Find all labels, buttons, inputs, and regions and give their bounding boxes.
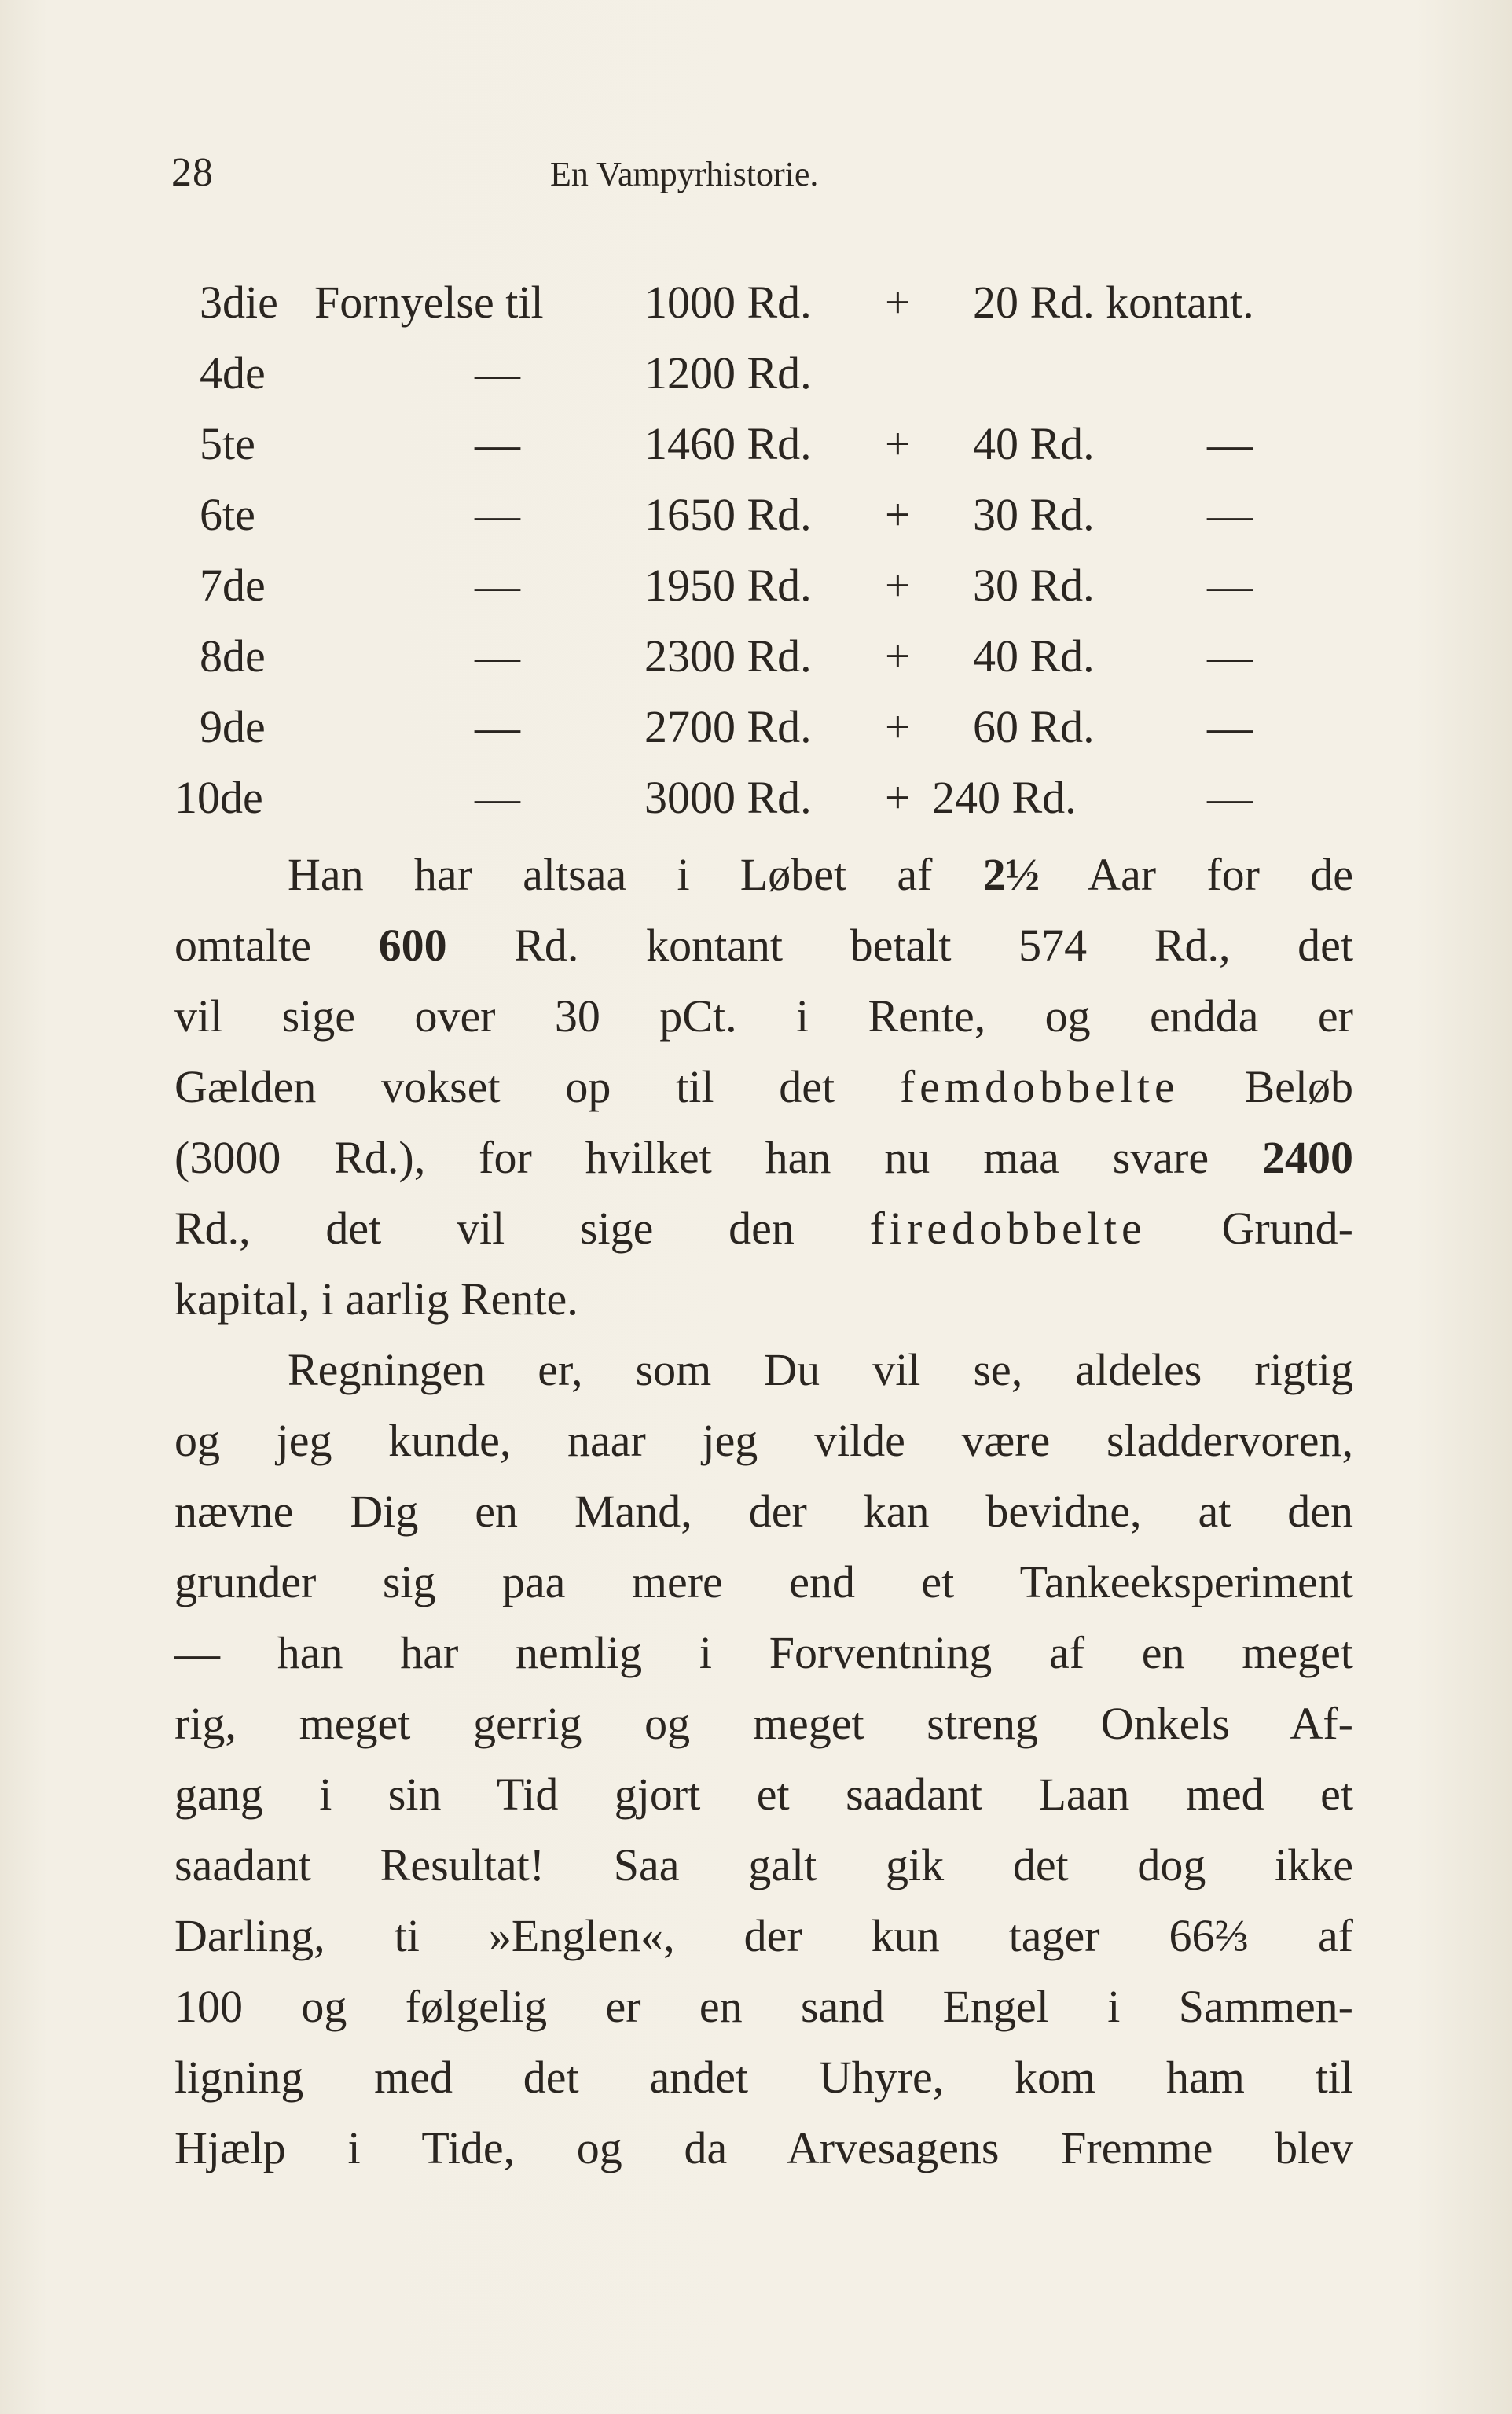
- text-fragment: Grund-: [1146, 1203, 1354, 1254]
- text-line: vil sige over 30 pCt. i Rente, og endda er: [174, 990, 1353, 1042]
- body-text: [174, 840, 1353, 2184]
- ditto-dash: —: [475, 772, 520, 823]
- text-fragment: Beløb: [1179, 1061, 1353, 1112]
- row-extra: 40 Rd.: [973, 418, 1095, 469]
- text-fragment: Gælden vokset op til det: [174, 1061, 900, 1112]
- table-row: [0, 483, 1512, 546]
- row-ordinal: 9de: [200, 701, 266, 752]
- text-line: Darling, ti »Englen«, der kun tager 66⅔ af: [174, 1910, 1353, 1961]
- table-row: [0, 766, 1512, 829]
- running-title: En Vampyrhistorie.: [550, 155, 819, 193]
- text-fragment: Rd. kontant betalt 574 Rd., det: [446, 920, 1353, 971]
- ditto-dash: —: [1207, 560, 1253, 611]
- row-amount: 3000 Rd.: [644, 772, 812, 823]
- page-number: 28: [171, 150, 214, 195]
- fraction: 2½: [982, 849, 1040, 900]
- row-ordinal: 8de: [200, 630, 266, 682]
- paragraph: [174, 840, 1353, 1335]
- text-line: — han har nemlig i Forventning af en meget: [174, 1627, 1353, 1678]
- page-header: [0, 149, 1512, 204]
- row-amount: 1200 Rd.: [644, 347, 812, 399]
- row-amount: 2700 Rd.: [644, 701, 812, 752]
- row-ordinal: 4de: [200, 347, 266, 399]
- text-line: kapital, i aarlig Rente.: [174, 1273, 578, 1325]
- row-amount: 1650 Rd.: [644, 489, 812, 540]
- ditto-dash: —: [475, 347, 520, 399]
- ditto-dash: —: [475, 701, 520, 752]
- text-fragment: (3000 Rd.), for hvilket han nu maa svare: [174, 1132, 1262, 1183]
- text-line: [174, 1052, 1353, 1122]
- row-extra: 60 Rd.: [973, 701, 1095, 752]
- plus-sign: +: [885, 277, 911, 328]
- row-ordinal: 7de: [200, 560, 266, 611]
- text-fragment: Aar for de: [1040, 849, 1353, 900]
- table-row: [0, 696, 1512, 759]
- text-line: Hjælp i Tide, og da Arvesagens Fremme blev: [174, 2122, 1353, 2173]
- text-fragment: Han har altsaa i Løbet af: [288, 849, 983, 900]
- bold-number: 600: [378, 920, 447, 971]
- text-line: gang i sin Tid gjort et saadant Laan med et: [174, 1769, 1353, 1820]
- text-line: [174, 910, 1353, 981]
- text-line: Regningen er, som Du vil se, aldeles rigtig: [288, 1344, 1353, 1395]
- text-fragment: Rd., det vil sige den: [174, 1203, 870, 1254]
- row-amount: 1000 Rd.: [644, 277, 812, 328]
- plus-sign: +: [885, 489, 911, 540]
- row-amount: 1460 Rd.: [644, 418, 812, 469]
- plus-sign: +: [885, 630, 911, 682]
- text-line: saadant Resultat! Saa galt gik det dog ikke: [174, 1839, 1353, 1890]
- plus-sign: +: [885, 418, 911, 469]
- table-row: [0, 342, 1512, 405]
- text-line: [174, 1122, 1353, 1193]
- ditto-dash: —: [475, 418, 520, 469]
- row-ordinal: 5te: [200, 418, 255, 469]
- table-row: [0, 554, 1512, 617]
- ditto-dash: —: [1207, 701, 1253, 752]
- row-extra: 240 Rd.: [932, 772, 1077, 823]
- text-line: 100 og følgelig er en sand Engel i Sammen-: [174, 1981, 1353, 2032]
- spaced-word: femdobbelte: [899, 1061, 1180, 1112]
- ditto-dash: —: [475, 489, 520, 540]
- plus-sign: +: [885, 772, 911, 823]
- text-line: nævne Dig en Mand, der kan bevidne, at den: [174, 1486, 1353, 1537]
- ditto-dash: —: [475, 560, 520, 611]
- ditto-dash: —: [1207, 630, 1253, 682]
- ditto-dash: —: [1207, 489, 1253, 540]
- plus-sign: +: [885, 701, 911, 752]
- row-extra: 20 Rd. kontant.: [973, 277, 1254, 328]
- text-fragment: omtalte: [174, 920, 379, 971]
- text-line: [174, 840, 1353, 910]
- row-amount: 1950 Rd.: [644, 560, 812, 611]
- text-line: rig, meget gerrig og meget streng Onkels Af-: [174, 1698, 1353, 1749]
- spaced-word: firedobbelte: [869, 1203, 1147, 1254]
- text-line: ligning med det andet Uhyre, kom ham til: [174, 2052, 1353, 2103]
- table-row: [0, 271, 1512, 334]
- row-extra: 30 Rd.: [973, 560, 1095, 611]
- text-line: [174, 1193, 1353, 1264]
- row-extra: 40 Rd.: [973, 630, 1095, 682]
- text-line: grunder sig paa mere end et Tankeeksperiment: [174, 1556, 1353, 1607]
- row-ordinal: 6te: [200, 489, 255, 540]
- ditto-dash: —: [1207, 772, 1253, 823]
- table-row: [0, 625, 1512, 688]
- table-row: [0, 413, 1512, 476]
- ditto-dash: —: [475, 630, 520, 682]
- bold-number: 2400: [1262, 1132, 1353, 1183]
- row-amount: 2300 Rd.: [644, 630, 812, 682]
- row-label: Fornyelse til: [314, 277, 544, 328]
- plus-sign: +: [885, 560, 911, 611]
- paragraph: [174, 1335, 1353, 2184]
- row-ordinal: 3die: [200, 277, 278, 328]
- ditto-dash: —: [1207, 418, 1253, 469]
- text-line: og jeg kunde, naar jeg vilde være sladdervoren,: [174, 1415, 1353, 1466]
- row-extra: 30 Rd.: [973, 489, 1095, 540]
- row-ordinal: 10de: [174, 772, 263, 823]
